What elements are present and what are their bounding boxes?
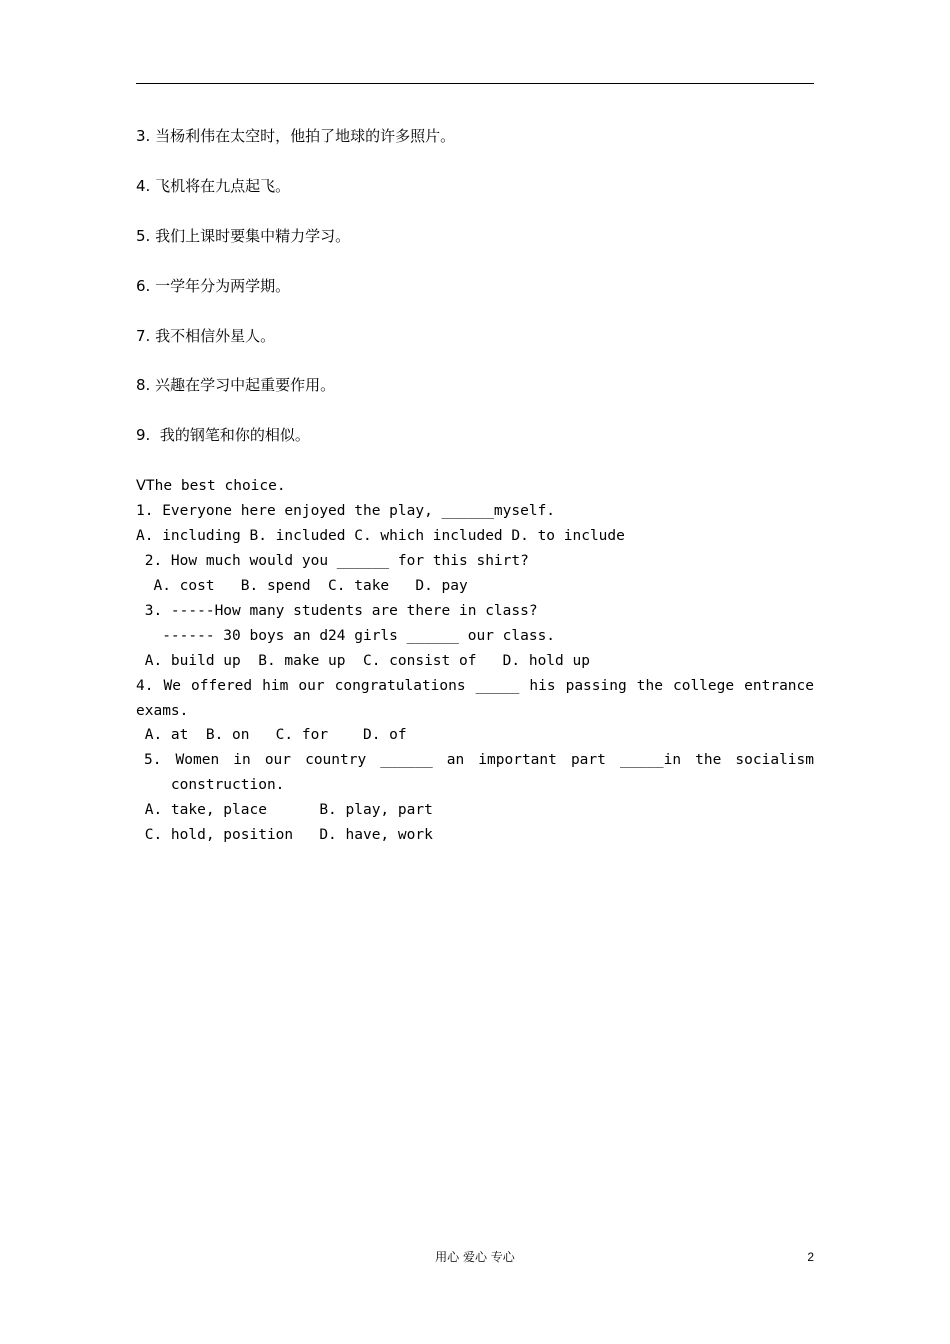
- section-heading: ⅤThe best choice.: [136, 478, 286, 494]
- question-stem-reply: ------ 30 boys an d24 girls ______ our class.: [136, 628, 556, 644]
- question-options: A. take, place B. play, part: [136, 802, 433, 818]
- translation-item: 4. 飞机将在九点起飞。: [136, 177, 291, 195]
- question-stem: 3. -----How many students are there in class?: [136, 603, 538, 619]
- translation-item: 7. 我不相信外星人。: [136, 327, 276, 345]
- translation-item: 9. 我的钢笔和你的相似。: [136, 426, 310, 444]
- question-options: A. including B. included C. which included D. to include: [136, 528, 625, 544]
- question-stem-continued: construction.: [136, 777, 285, 793]
- question-stem: 2. How much would you ______ for this shirt?: [136, 553, 529, 569]
- header-rule: [136, 83, 814, 84]
- question-stem: 4. We offered him our congratulations _____ his passing the college entrance: [136, 678, 814, 694]
- question-options: C. hold, position D. have, work: [136, 827, 433, 843]
- question-options: A. at B. on C. for D. of: [136, 727, 407, 743]
- footer-motto: 用心 爱心 专心: [435, 1250, 515, 1264]
- question-stem: 1. Everyone here enjoyed the play, ______myself.: [136, 503, 556, 519]
- translation-item: 5. 我们上课时要集中精力学习。: [136, 227, 351, 245]
- question-stem-continued: exams.: [136, 703, 189, 719]
- translation-item: 3. 当杨利伟在太空时，他拍了地球的许多照片。: [136, 127, 456, 145]
- translation-item: 8. 兴趣在学习中起重要作用。: [136, 376, 336, 394]
- question-options: A. cost B. spend C. take D. pay: [136, 578, 468, 594]
- page-number: 2: [807, 1250, 814, 1264]
- question-options: A. build up B. make up C. consist of D. hold up: [136, 653, 590, 669]
- translation-item: 6. 一学年分为两学期。: [136, 277, 291, 295]
- question-stem: 5. Women in our country ______ an important part _____in the socialism: [144, 752, 814, 768]
